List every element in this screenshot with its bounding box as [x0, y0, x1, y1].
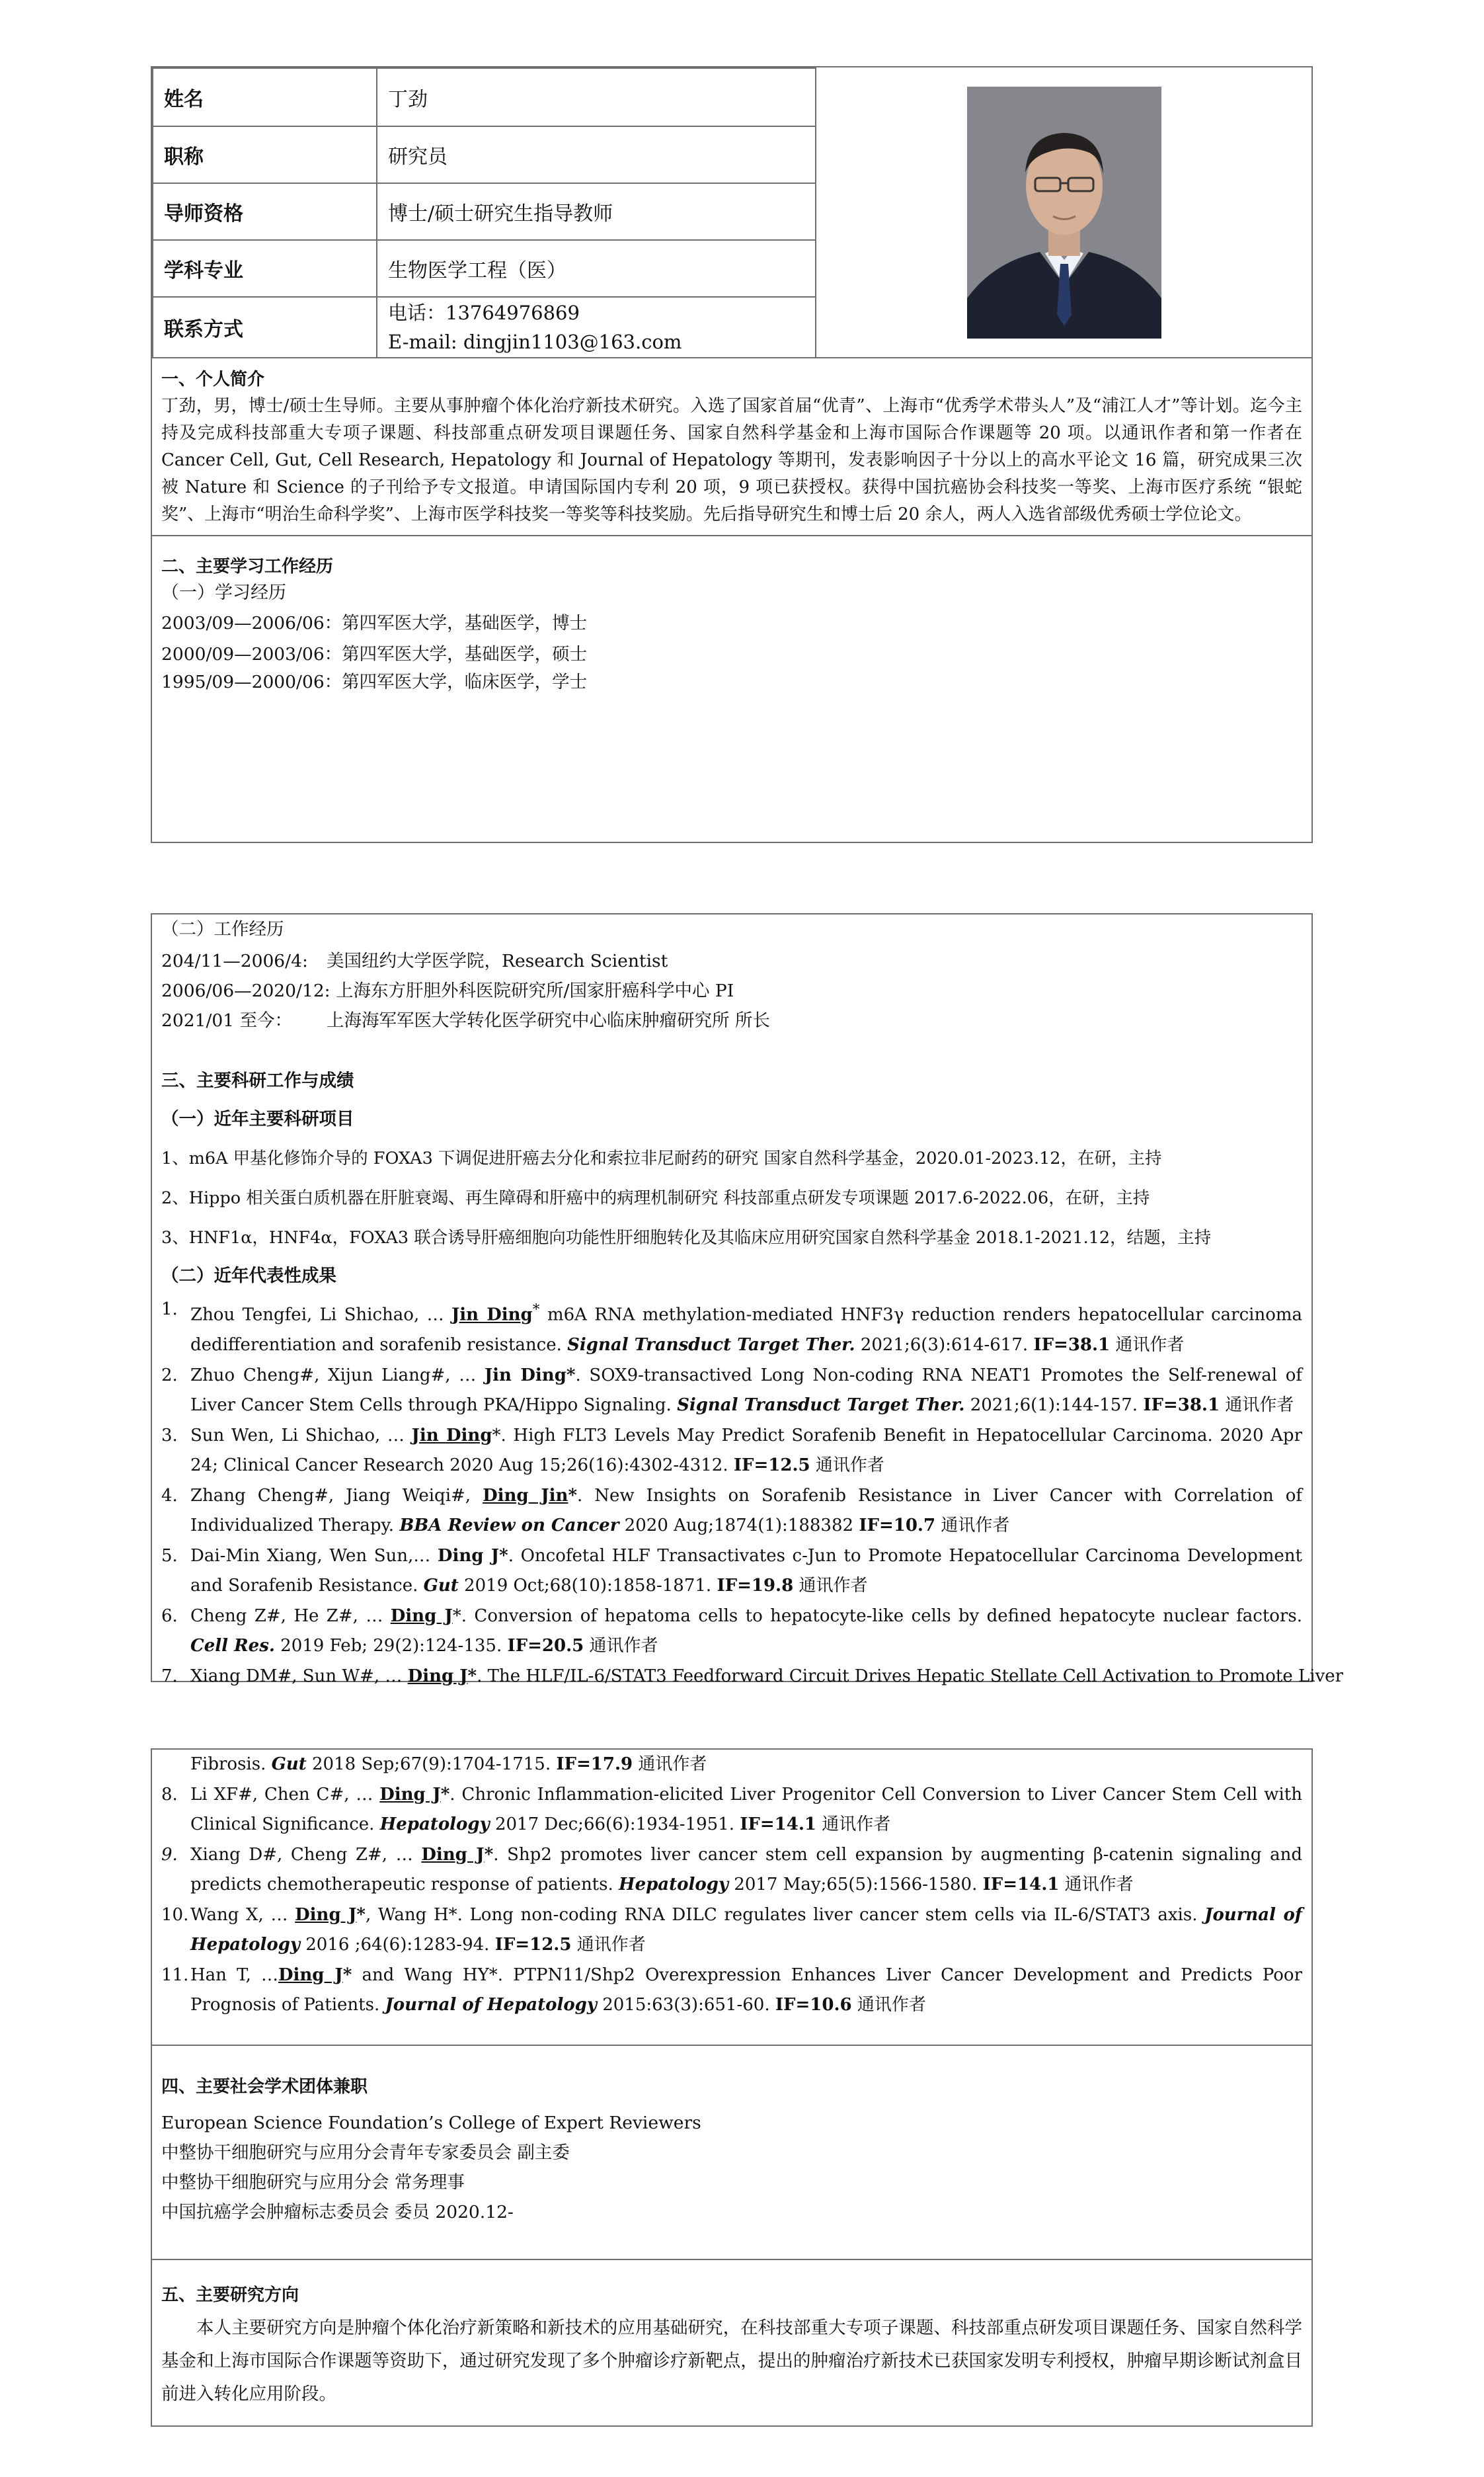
pub-impact-factor: IF=12.5 [494, 1935, 572, 1955]
work-text: 上海东方肝胆外科医院研究所/国家肝癌科学中心 PI [336, 981, 734, 1001]
pub-number: 5. [161, 1545, 178, 1566]
pub-role: 通讯作者 [851, 1995, 926, 2015]
pub-corresponding-mark: * [467, 1666, 477, 1686]
pub-journal: Hepatology [619, 1875, 729, 1894]
pub-corresponding-mark: * [492, 1425, 501, 1445]
pub-self-author: Ding Jin [483, 1485, 568, 1506]
publication-item [161, 1361, 1302, 1421]
pub-impact-factor: IF=10.6 [775, 1995, 852, 2015]
project-item: 1、m6A 甲基化修饰介导的 FOXA3 下调促进肝癌去分化和索拉非尼耐药的研究 国家自然科学基金，2020.01-2023.12，在研，主持 [161, 1149, 1162, 1168]
pub-authors: Han T, … [190, 1965, 278, 1985]
pub-title: , Wang H*. Long non-coding RNA DILC regulates liver cancer stem cells via IL-6/STAT3 axis. [366, 1904, 1205, 1925]
pub-corresponding-mark: * [532, 1301, 540, 1318]
work-item [161, 976, 1302, 1006]
pub-self-author: Ding J [379, 1784, 441, 1805]
pub-role: 通讯作者 [571, 1935, 646, 1955]
work-date: 2006/06—2020/12: [161, 981, 331, 1001]
pub-journal: Gut [271, 1754, 307, 1774]
discipline-value: 生物医学工程（医） [377, 240, 816, 297]
education-item: 2003/09—2006/06：第四军医大学，基础医学，博士 [161, 613, 588, 633]
pub-self-author: Jin Ding [484, 1365, 566, 1385]
pub-journal: Journal of Hepatology [190, 1904, 1302, 1955]
pub-impact-factor: IF=20.5 [507, 1636, 584, 1656]
pub-journal: Journal of Hepatology [385, 1995, 597, 2015]
directions-box [151, 2259, 1313, 2427]
pub-self-author: Ding J [437, 1545, 500, 1566]
pub-impact-factor: IF=17.9 [556, 1754, 633, 1774]
pub-self-author: Ding J [278, 1965, 343, 1985]
publication-item [161, 1780, 1302, 1840]
title-value: 研究员 [377, 126, 816, 183]
profile-box-1 [151, 66, 1313, 843]
project-item: 2、Hippo 相关蛋白质机器在肝脏衰竭、再生障碍和肝癌中的病理机制研究 科技部重点研发专项课题 2017.6-2022.06，在研，主持 [161, 1188, 1150, 1208]
pub-citation: 2016 ;64(6):1283-94. [300, 1935, 495, 1955]
pub-impact-factor: IF=38.1 [1143, 1395, 1220, 1416]
work-item [161, 946, 1302, 976]
pub-impact-factor: IF=12.5 [733, 1455, 810, 1476]
publication-item-continued [161, 1750, 1302, 1780]
pub-number: 7. [161, 1666, 178, 1686]
intro-heading: 一、个人简介 [161, 370, 265, 389]
pub-title: . The HLF/IL-6/STAT3 Feedforward Circuit Drives Hepatic Stellate Cell Activation to Promote Liver [477, 1666, 1344, 1686]
pub-authors: Zhuo Cheng#, Xijun Liang#, … [190, 1365, 485, 1385]
education-heading: （一）学习经历 [161, 583, 286, 603]
pub-role: 通讯作者 [793, 1576, 868, 1596]
publication-list [161, 1295, 1344, 1691]
publication-item [161, 1900, 1302, 1961]
publication-list-continued [161, 1750, 1302, 2021]
research-heading: 三、主要科研工作与成绩 [161, 1071, 354, 1091]
education-section [152, 536, 1311, 696]
pub-impact-factor: IF=14.1 [982, 1875, 1060, 1894]
pub-authors: Wang X, … [190, 1904, 295, 1925]
intro-section [152, 358, 1311, 536]
pub-role: 通讯作者 [810, 1455, 884, 1476]
pub-citation: 2019 Oct;68(10):1858-1871. [458, 1576, 717, 1596]
pub-number: 8. [161, 1784, 178, 1805]
work-list [161, 946, 1302, 1035]
pub-corresponding-mark: * [568, 1485, 578, 1506]
pub-authors: Xiang DM#, Sun W#, … [190, 1666, 408, 1686]
pub-title: and Wang HY*. PTPN11/Shp2 Overexpression Enhances Liver Cancer Development and Predicts Poor Prognosis of Patients. [190, 1965, 1303, 2015]
publication-item [161, 1961, 1302, 2021]
publication-item [161, 1662, 1344, 1692]
name-value: 丁劲 [377, 68, 816, 126]
pub-journal: Hepatology [379, 1814, 490, 1834]
pub-corresponding-mark: * [342, 1965, 352, 1985]
projects-heading: （一）近年主要科研项目 [161, 1109, 354, 1129]
pub-authors: Zhou Tengfei, Li Shichao, … [190, 1305, 451, 1325]
pub-role: 通讯作者 [816, 1814, 891, 1834]
societies-heading: 四、主要社会学术团体兼职 [161, 2077, 368, 2097]
directions-heading: 五、主要研究方向 [161, 2285, 299, 2305]
pub-title: . Shp2 promotes liver cancer stem cell expansion by augmenting β-catenin signaling and predicts chemotherapeutic response of patients. [190, 1844, 1302, 1894]
society-item: 中国抗癌学会肿瘤标志委员会 委员 2020.12- [161, 2202, 514, 2222]
name-label: 姓名 [153, 68, 377, 126]
pub-journal: BBA Review on Cancer [399, 1516, 619, 1536]
pub-role: 通讯作者 [1059, 1875, 1134, 1894]
pub-citation: 2021;6(3):614-617. [855, 1335, 1034, 1356]
publication-item [161, 1295, 1302, 1361]
pub-title: . SOX9-transactived Long Non-coding RNA NEAT1 Promotes the Self-renewal of Liver Cancer Stem Cells through PKA/Hippo Signaling. [190, 1365, 1302, 1416]
pub-title: . Oncofetal HLF Transactivates c-Jun to Promote Hepatocellular Carcinoma Development and Sorafenib Resistance. [190, 1545, 1302, 1596]
publication-item [161, 1421, 1302, 1481]
pub-self-author: Ding J [421, 1844, 485, 1865]
society-item: 中整协干细胞研究与应用分会青年专家委员会 副主委 [161, 2142, 570, 2163]
work-date: 204/11—2006/4: [161, 951, 308, 971]
profile-box-3 [151, 1748, 1313, 2046]
pub-citation: 2019 Feb; 29(2):124-135. [274, 1636, 508, 1656]
contact-label: 联系方式 [153, 297, 377, 358]
pub-citation: 2017 May;65(5):1566-1580. [728, 1875, 983, 1894]
pub-title: m6A RNA methylation-mediated HNF3γ reduction renders hepatocellular carcinoma dedifferentiation and sorafenib resistance. [190, 1305, 1303, 1356]
pub-impact-factor: IF=10.7 [859, 1516, 936, 1536]
pub-authors: Zhang Cheng#, Jiang Weiqi#, [190, 1485, 483, 1506]
portrait-photo [967, 87, 1161, 339]
pub-role: 通讯作者 [633, 1754, 707, 1774]
pub-number: 4. [161, 1485, 178, 1506]
pub-authors: Dai-Min Xiang, Wen Sun,… [190, 1545, 438, 1566]
discipline-label: 学科专业 [153, 240, 377, 297]
societies-box [151, 2045, 1313, 2260]
pub-self-author: Jin Ding [411, 1425, 492, 1445]
pub-journal: Signal Transduct Target Ther. [567, 1335, 855, 1356]
email-address: E-mail: dingjin1103@163.com [388, 331, 682, 353]
pub-self-author: Ding J [407, 1666, 468, 1686]
project-item: 3、HNF1α，HNF4α，FOXA3 联合诱导肝癌细胞向功能性肝细胞转化及其临床应用研究国家自然科学基金 2018.1-2021.12，结题，主持 [161, 1228, 1212, 1248]
pub-title: . New Insights on Sorafenib Resistance in Liver Cancer with Correlation of Individualized Therapy. [190, 1485, 1303, 1536]
title-label: 职称 [153, 126, 377, 183]
profile-box-2 [151, 913, 1344, 1686]
pub-corresponding-mark: * [452, 1605, 461, 1626]
pub-number: 3. [161, 1425, 178, 1445]
pub-authors: Sun Wen, Li Shichao, … [190, 1425, 412, 1445]
pub-corresponding-mark: * [440, 1784, 450, 1805]
pub-title: . Conversion of hepatoma cells to hepatocyte-like cells by defined hepatocyte nuclear factors. [461, 1605, 1302, 1626]
pub-number: 6. [161, 1605, 178, 1626]
society-item: European Science Foundation’s College of Expert Reviewers [161, 2113, 701, 2133]
work-item [161, 1006, 1302, 1035]
pub-impact-factor: IF=19.8 [717, 1576, 794, 1596]
supervisor-value: 博士/硕士研究生指导教师 [377, 183, 816, 240]
pub-impact-factor: IF=14.1 [740, 1814, 816, 1834]
education-item: 1995/09—2000/06：第四军医大学，临床医学，学士 [161, 672, 588, 692]
experience-heading: 二、主要学习工作经历 [161, 557, 334, 577]
work-heading: （二）工作经历 [161, 919, 284, 940]
pub-authors: Li XF#, Chen C#, … [190, 1784, 380, 1805]
work-date: 2021/01 至今： [161, 1010, 293, 1031]
pub-journal: Gut [423, 1576, 459, 1596]
pub-journal: Signal Transduct Target Ther. [677, 1395, 965, 1416]
pub-role: 通讯作者 [935, 1516, 1010, 1536]
pub-number: 2. [161, 1365, 178, 1385]
pub-authors: Xiang D#, Cheng Z#, … [190, 1844, 422, 1865]
pub-title: . Chronic Inflammation-elicited Liver Progenitor Cell Conversion to Liver Cancer Stem Cell with Clinical Significance. [190, 1784, 1302, 1834]
pub-citation: 2018 Sep;67(9):1704-1715. [306, 1754, 557, 1774]
photo-cell [816, 68, 1311, 358]
phone-number: 电话：13764976869 [388, 302, 580, 324]
education-item: 2000/09—2003/06：第四军医大学，基础医学，硕士 [161, 644, 588, 665]
portrait-image [967, 87, 1161, 339]
pub-self-author: Jin Ding [451, 1305, 533, 1325]
pub-corresponding-mark: * [356, 1904, 366, 1925]
work-text: 上海海军军医大学转化医学研究中心临床肿瘤研究所 所长 [327, 1010, 770, 1031]
pub-corresponding-mark: * [566, 1365, 576, 1385]
pub-self-author: Ding J [390, 1605, 453, 1626]
contact-value [377, 297, 816, 358]
pub-role: 通讯作者 [1110, 1335, 1185, 1356]
publication-item [161, 1541, 1302, 1602]
pub-citation: 2017 Dec;66(6):1934-1951. [489, 1814, 740, 1834]
pub-impact-factor: IF=38.1 [1033, 1335, 1111, 1356]
publication-item [161, 1481, 1302, 1541]
pub-number: 1. [161, 1299, 178, 1319]
work-text: 美国纽约大学医学院，Research Scientist [327, 951, 668, 971]
publication-item [161, 1602, 1302, 1662]
supervisor-label: 导师资格 [153, 183, 377, 240]
intro-text: 丁劲，男，博士/硕士生导师。主要从事肿瘤个体化治疗新技术研究。入选了国家首届“优青”、上海市“优秀学术带头人”及“浦江人才”等计划。迄今主持及完成科技部重大专项子课题、科技部重点研发项目课题任务、国家自然科学基金和上海市国际合作课题等 20 项。以通讯作者和第一作者在 Cancer Cell, Gut, Cell Research, Hepatology 和 Journal of Hepatology 等期刊，发表影响因子十分以上的高水平论文 16 篇，研究成果三次被 Nature 和 Science 的子刊给予专文报道。申请国际国内专利 20 项，9 项已获授权。获得中国抗癌协会科技奖一等奖、上海市医疗系统 “银蛇奖”、上海市“明治生命科学奖”、上海市医学科技奖一等奖等科技奖励。先后指导研究生和博士后 20 余人，两人入选省部级优秀硕士学位论文。 [161, 396, 1302, 524]
pub-number: 11. [161, 1965, 189, 1985]
pub-citation: 2020 Aug;1874(1):188382 [619, 1516, 859, 1536]
pub-corresponding-mark: * [484, 1844, 494, 1865]
pub-number: 9. [161, 1844, 178, 1865]
society-item: 中整协干细胞研究与应用分会 常务理事 [161, 2172, 465, 2193]
achievements-heading: （二）近年代表性成果 [161, 1266, 336, 1286]
profile-table [152, 67, 1311, 358]
pub-title: . High FLT3 Levels May Predict Sorafenib Benefit in Hepatocellular Carcinoma. 2020 Apr 24; Clinical Cancer Research 2020 Aug 15;26(16):4302-4312. [190, 1425, 1302, 1476]
pub-journal: Cell Res. [190, 1636, 275, 1656]
pub-authors: Cheng Z#, He Z#, … [190, 1605, 391, 1626]
pub-self-author: Ding J [295, 1904, 357, 1925]
pub-role: 通讯作者 [584, 1636, 658, 1656]
pub-citation: 2015:63(3):651-60. [596, 1995, 775, 2015]
pub-title: Fibrosis. [190, 1754, 272, 1774]
pub-citation: 2021;6(1):144-157. [964, 1395, 1144, 1416]
publication-item [161, 1840, 1302, 1900]
pub-corresponding-mark: * [499, 1545, 508, 1566]
directions-text: 本人主要研究方向是肿瘤个体化治疗新策略和新技术的应用基础研究，在科技部重大专项子课题、科技部重点研发项目课题任务、国家自然科学基金和上海市国际合作课题等资助下，通过研究发现了多个肿瘤诊疗新靶点，提出的肿瘤治疗新技术已获国家发明专利授权，肿瘤早期诊断试剂盒目前进入转化应用阶段。 [161, 2318, 1302, 2404]
pub-role: 通讯作者 [1220, 1395, 1294, 1416]
pub-number: 10. [161, 1904, 189, 1925]
